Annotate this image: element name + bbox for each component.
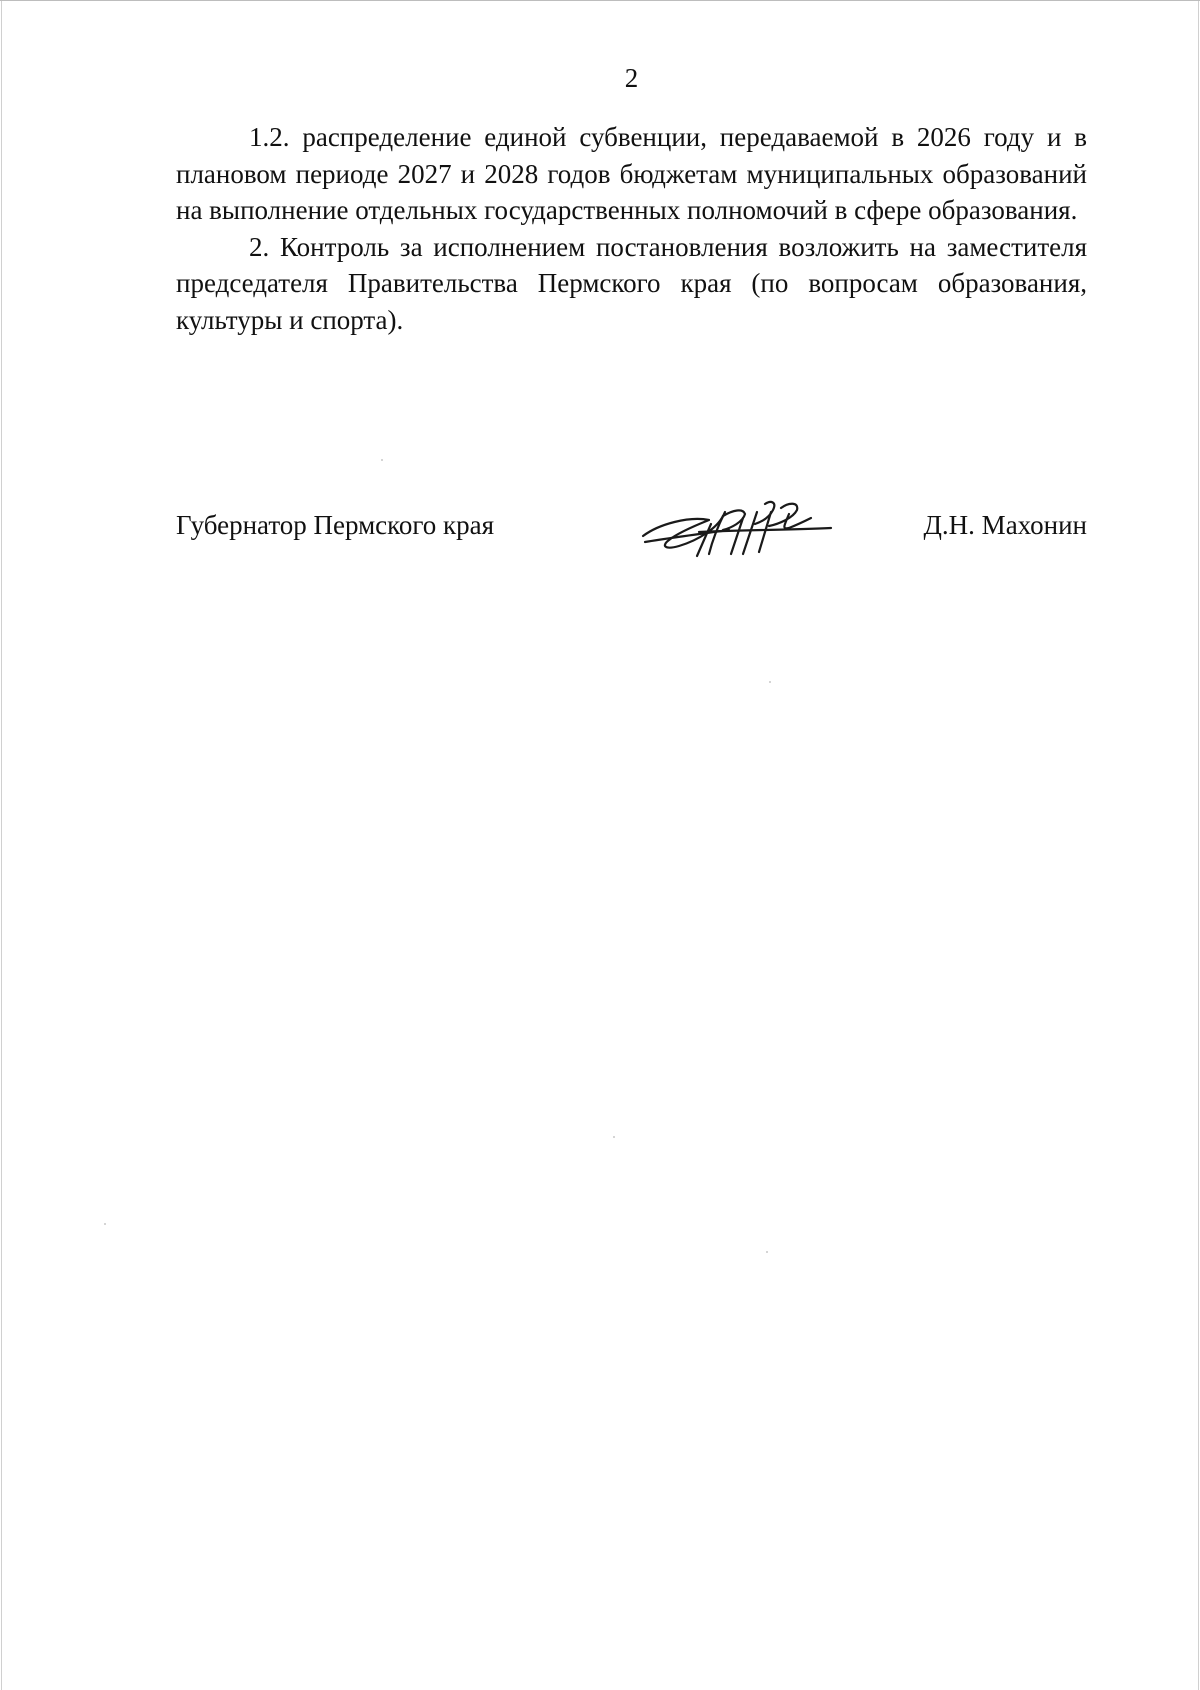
paragraph-1-2: 1.2. распределение единой субвенции, передаваемой в 2026 году и в плановом периоде 2027 и 2028 годов бюджетам муниципальных образований на выполнение отдельных государственных полномочий в сфере образования. xyxy=(176,122,1087,225)
handwritten-signature-icon xyxy=(639,494,835,560)
scan-edge-right xyxy=(1198,1,1199,1690)
scan-speck xyxy=(769,681,771,683)
signatory-position: Губернатор Пермского края xyxy=(176,510,495,540)
scan-speck xyxy=(613,1136,615,1138)
scan-speck xyxy=(766,1251,768,1253)
paragraph-2: 2. Контроль за исполнением постановления возложить на заместителя председателя Правительства Пермского края (по вопросам образования, культуры и спорта). xyxy=(176,231,1087,335)
signature-block xyxy=(176,507,1087,567)
document-body xyxy=(176,119,1087,338)
scan-speck xyxy=(104,1223,106,1225)
scan-edge-left xyxy=(1,1,2,1690)
signatory-name: Д.Н. Махонин xyxy=(923,510,1087,540)
scan-speck xyxy=(381,459,383,461)
page-number: 2 xyxy=(624,63,639,93)
